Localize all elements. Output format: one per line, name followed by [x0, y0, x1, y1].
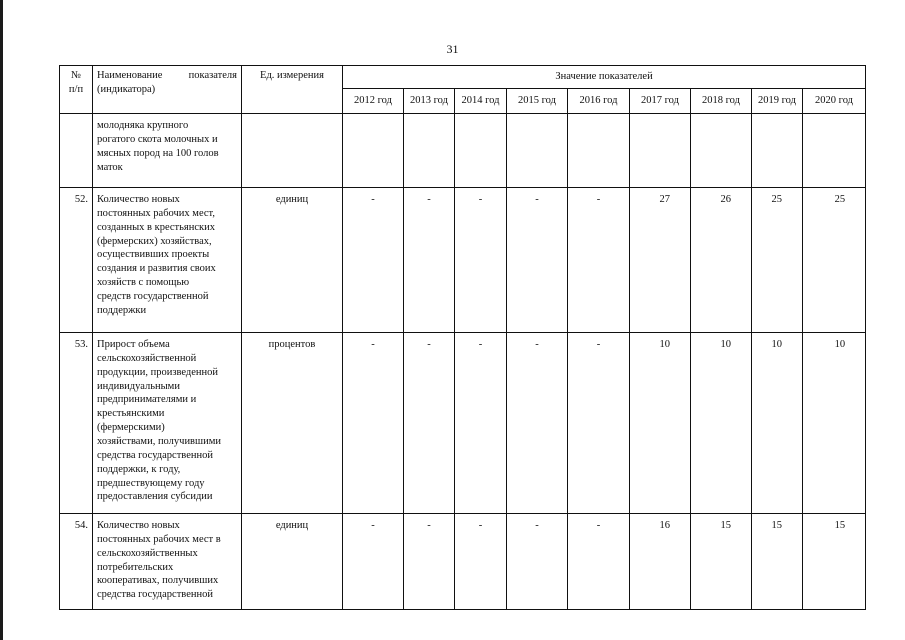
value-cell-2017-год — [630, 114, 691, 188]
indicator-name-line: рогатого скота молочных и — [97, 133, 218, 145]
value-cell-2020-год — [803, 114, 866, 188]
value-cell-2013-год: - — [404, 333, 455, 514]
value-cell-2020-год: 25 — [803, 188, 866, 333]
value-cell-2017-год: 27 — [630, 188, 691, 333]
table-body — [60, 114, 866, 610]
row-unit: единиц — [242, 514, 343, 610]
row-indicator-name — [93, 333, 242, 514]
header-year-2017-год: 2017 год — [630, 89, 691, 114]
indicator-name-line: крестьянскими — [97, 408, 165, 420]
value-cell-2014-год — [455, 114, 507, 188]
indicators-table — [59, 65, 866, 610]
row-indicator-name — [93, 114, 242, 188]
indicator-name-line: Количество новых — [97, 194, 180, 205]
indicator-name-line: (фермерских) хозяйствах, — [97, 235, 212, 247]
header-row-1 — [60, 66, 866, 89]
indicator-name-line: постоянных рабочих мест в — [97, 533, 221, 545]
value-cell-2012-год: - — [343, 188, 404, 333]
value-cell-2019-год: 10 — [752, 333, 803, 514]
value-cell-2015-год: - — [507, 333, 568, 514]
header-year-2020-год: 2020 год — [803, 89, 866, 114]
value-cell-2018-год: 26 — [691, 188, 752, 333]
page-number: 31 — [446, 42, 459, 56]
indicator-name-line: мясных пород на 100 голов — [97, 147, 219, 159]
indicator-name-line: предпринимателями и — [97, 394, 197, 406]
header-indicator-name — [93, 66, 242, 114]
header-number-pp: п/п — [68, 83, 84, 95]
row-number — [60, 114, 93, 188]
value-cell-2018-год — [691, 114, 752, 188]
indicator-name-line: индивидуальными — [97, 380, 180, 392]
indicator-name-line: Прирост объема — [97, 339, 170, 350]
value-cell-2013-год: - — [404, 514, 455, 610]
indicator-name-line: предоставления субсидии — [97, 491, 213, 503]
header-year-2016-год: 2016 год — [568, 89, 630, 114]
indicator-name-line: продукции, произведенной — [97, 366, 219, 378]
indicator-name-line: создания и развития своих — [97, 263, 216, 275]
indicator-name-line: созданных в крестьянских — [97, 221, 216, 233]
header-name-line-2: (индикатора) — [97, 83, 156, 95]
header-year-2014-год: 2014 год — [455, 89, 507, 114]
value-cell-2012-год — [343, 114, 404, 188]
value-cell-2012-год: - — [343, 514, 404, 610]
page-left-edge — [0, 0, 3, 640]
indicator-name-line: Количество новых — [97, 520, 180, 531]
header-number — [60, 66, 93, 114]
value-cell-2016-год: - — [568, 333, 630, 514]
indicator-name-line: средства государственной — [97, 589, 213, 601]
indicator-name-line: средств государственной — [97, 291, 209, 303]
table-row — [60, 188, 866, 333]
row-number: 53. — [60, 333, 93, 514]
indicator-name-line: хозяйствами, получившими — [97, 436, 221, 448]
header-year-2013-год: 2013 год — [404, 89, 455, 114]
value-cell-2016-год: - — [568, 514, 630, 610]
indicator-name-line: потребительских — [97, 561, 174, 573]
value-cell-2019-год — [752, 114, 803, 188]
value-cell-2014-год: - — [455, 188, 507, 333]
value-cell-2016-год — [568, 114, 630, 188]
table-row — [60, 333, 866, 514]
header-unit: Ед. измерения — [242, 66, 343, 114]
indicator-name-line: средства государственной — [97, 449, 213, 461]
value-cell-2019-год: 25 — [752, 188, 803, 333]
row-indicator-name — [93, 514, 242, 610]
value-cell-2019-год: 15 — [752, 514, 803, 610]
indicator-name-line: сельскохозяйственной — [97, 352, 197, 364]
value-cell-2020-год: 15 — [803, 514, 866, 610]
value-cell-2017-год: 10 — [630, 333, 691, 514]
row-unit: процентов — [242, 333, 343, 514]
row-unit — [242, 114, 343, 188]
value-cell-2015-год — [507, 114, 568, 188]
value-cell-2015-год: - — [507, 514, 568, 610]
value-cell-2014-год: - — [455, 333, 507, 514]
row-unit: единиц — [242, 188, 343, 333]
header-name-line-1: Наименование показателя — [97, 70, 237, 81]
table-row — [60, 514, 866, 610]
value-cell-2012-год: - — [343, 333, 404, 514]
indicator-name-line: молодняка крупного — [97, 120, 189, 131]
value-cell-2017-год: 16 — [630, 514, 691, 610]
value-cell-2020-год: 10 — [803, 333, 866, 514]
indicator-name-line: постоянных рабочих мест, — [97, 207, 215, 219]
header-year-2012-год: 2012 год — [343, 89, 404, 114]
value-cell-2015-год: - — [507, 188, 568, 333]
header-year-2019-год: 2019 год — [752, 89, 803, 114]
row-indicator-name — [93, 188, 242, 333]
table-row — [60, 114, 866, 188]
value-cell-2014-год: - — [455, 514, 507, 610]
header-year-2015-год: 2015 год — [507, 89, 568, 114]
indicator-name-line: поддержки — [97, 304, 147, 316]
indicator-name-line: (фермерскими) — [97, 422, 165, 434]
indicator-name-line: поддержки, к году, — [97, 463, 181, 475]
header-number-sign: № — [70, 70, 82, 81]
value-cell-2018-год: 10 — [691, 333, 752, 514]
value-cell-2016-год: - — [568, 188, 630, 333]
indicator-name-line: сельскохозяйственных — [97, 547, 198, 559]
header-values-group: Значение показателей — [343, 66, 866, 89]
value-cell-2018-год: 15 — [691, 514, 752, 610]
row-number: 52. — [60, 188, 93, 333]
row-number: 54. — [60, 514, 93, 610]
indicator-name-line: осуществивших проекты — [97, 249, 210, 261]
indicator-name-line: предшествующему году — [97, 477, 205, 489]
header-year-2018-год: 2018 год — [691, 89, 752, 114]
value-cell-2013-год: - — [404, 188, 455, 333]
indicator-name-line: хозяйств с помощью — [97, 277, 190, 289]
value-cell-2013-год — [404, 114, 455, 188]
indicator-name-line: маток — [97, 161, 123, 173]
indicator-name-line: кооперативах, получивших — [97, 575, 219, 587]
